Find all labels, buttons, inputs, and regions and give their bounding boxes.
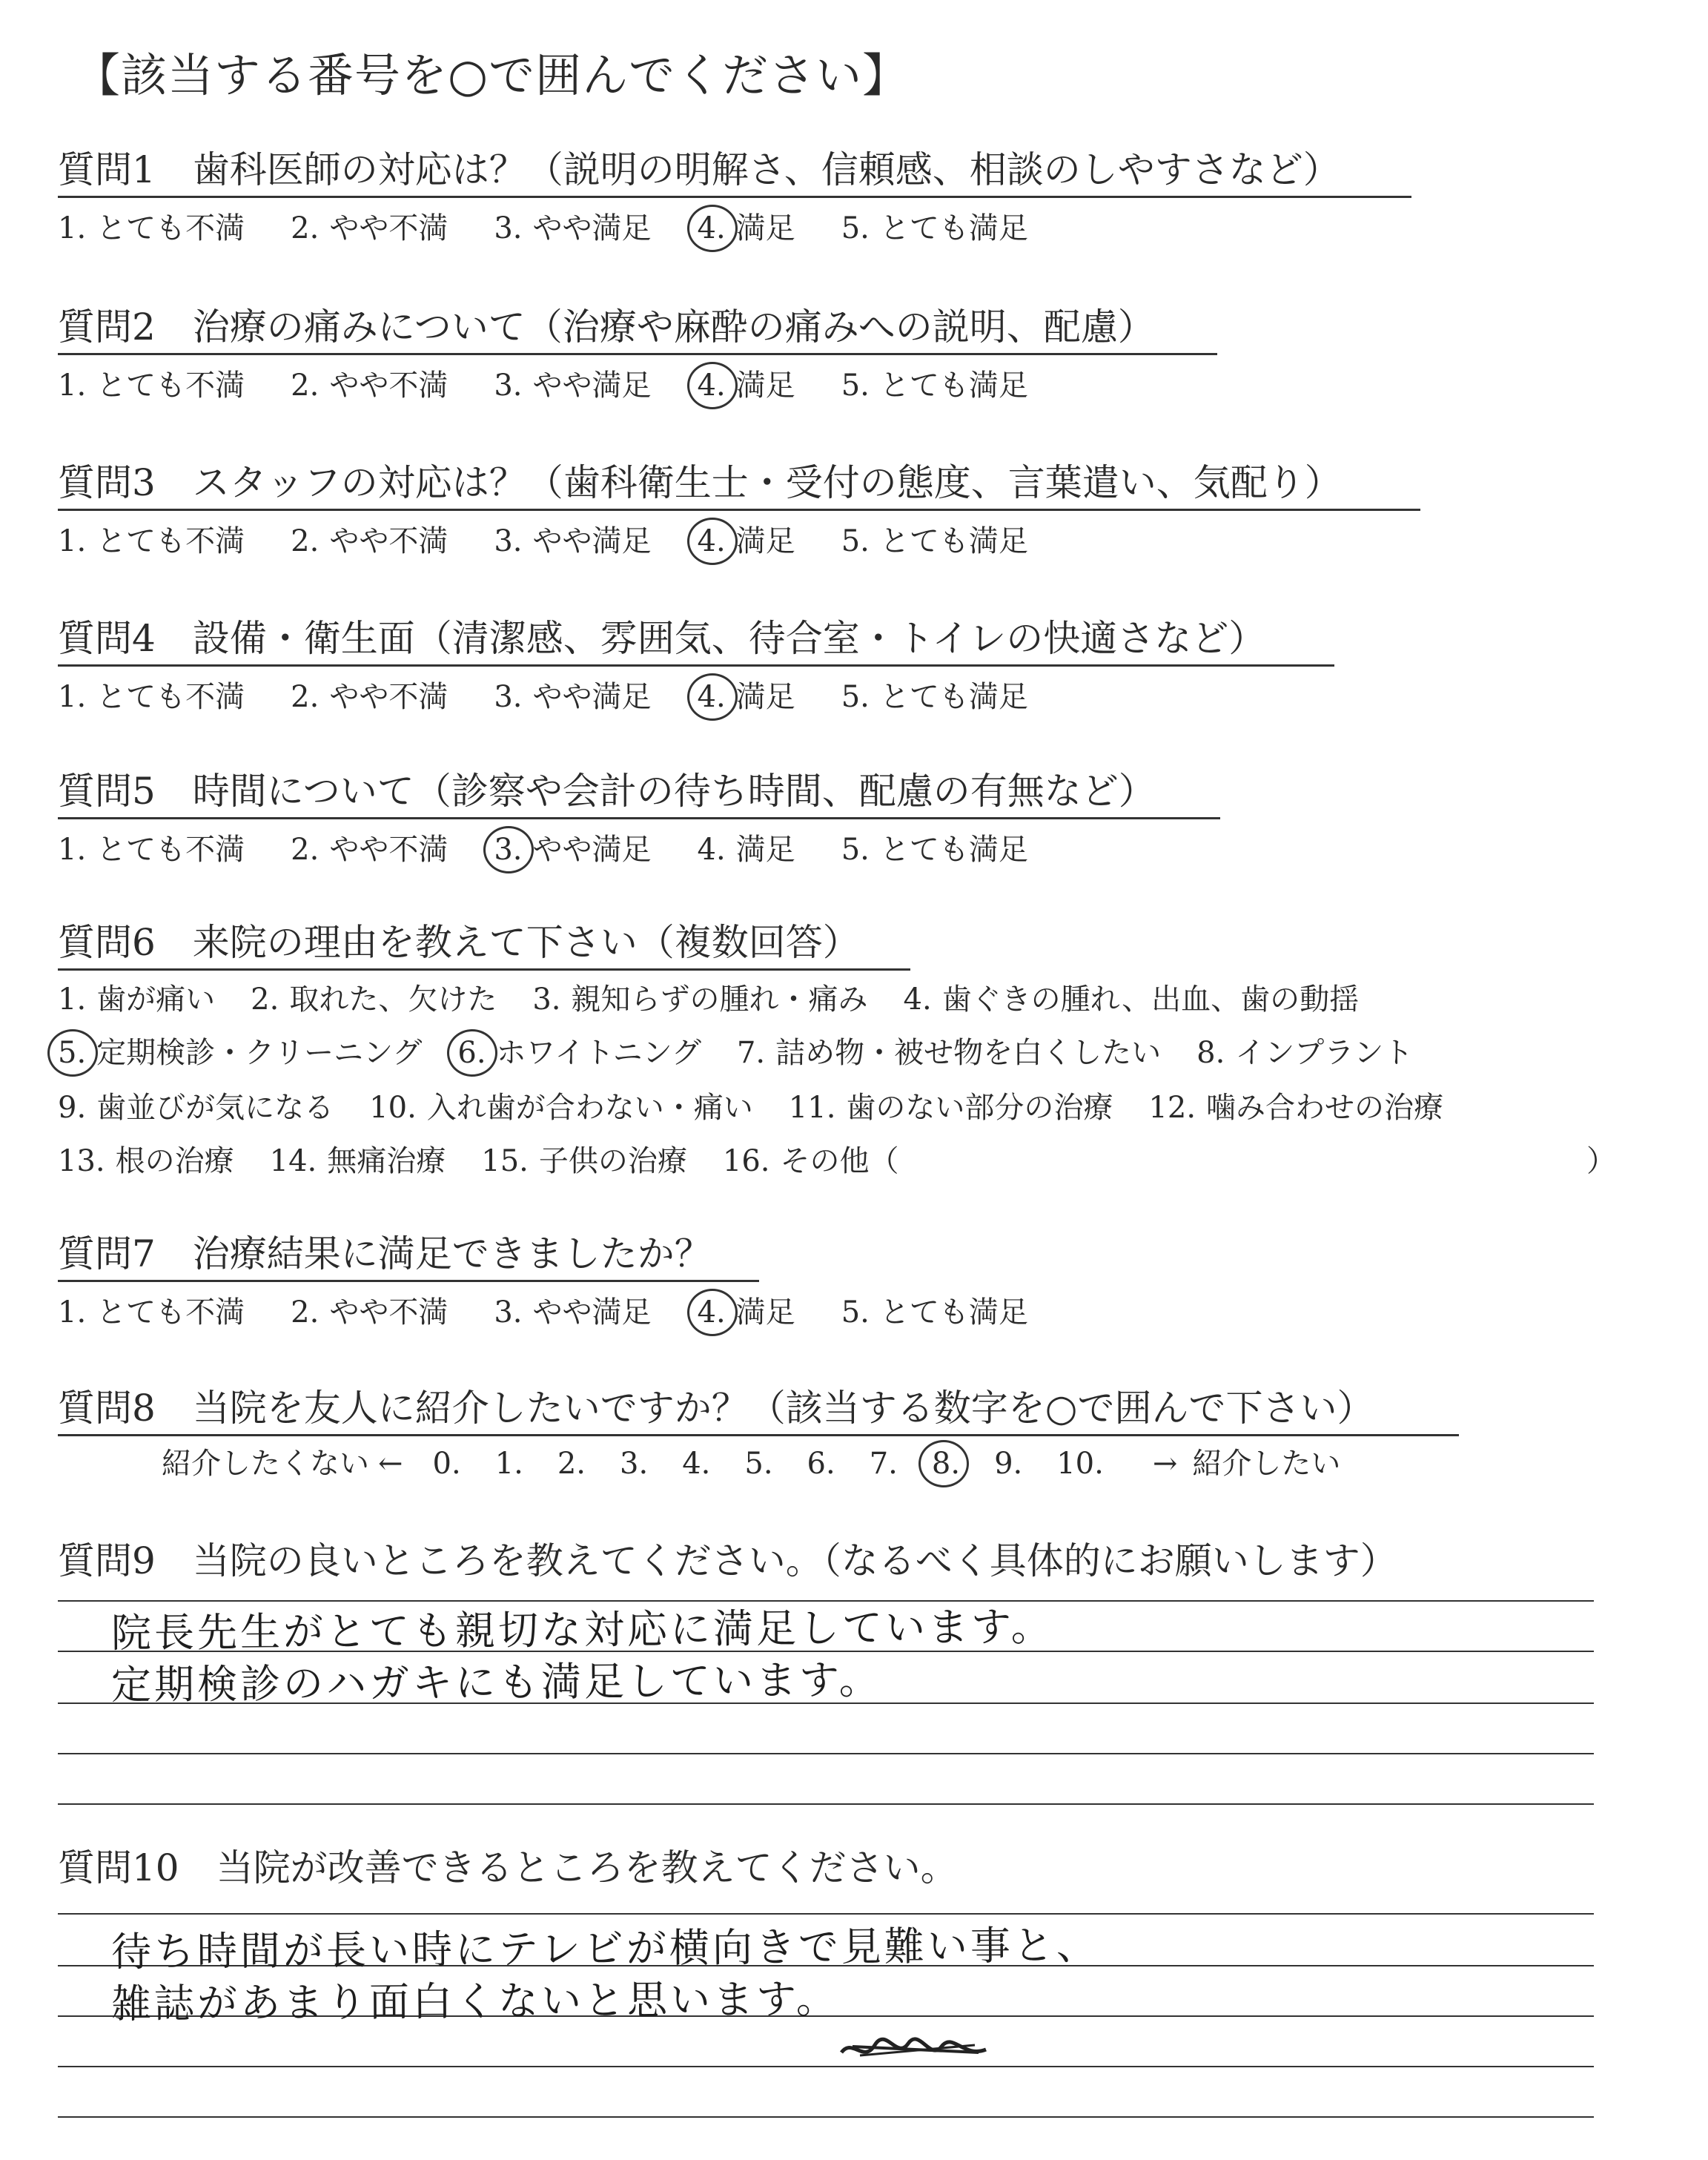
- q5-title: 質問5 時間について（診察や会計の待ち時間、配慮の有無など）: [58, 770, 1156, 813]
- option-label: 根の治療: [115, 1144, 234, 1178]
- option-number: 5.: [58, 1036, 87, 1070]
- q7-option-4[interactable]: [698, 1293, 795, 1332]
- option-number: 3.: [494, 1295, 523, 1330]
- option-number: 5.: [841, 1295, 870, 1330]
- option-number: 2.: [291, 680, 320, 714]
- option-number: 2.: [291, 833, 320, 867]
- q8-right-label: 紹介したい: [1192, 1447, 1341, 1481]
- option-number: 4.: [697, 833, 726, 867]
- left-arrow-icon: ←: [378, 1447, 403, 1481]
- q10-writing-line: [58, 2116, 1594, 2118]
- q3-option-5[interactable]: [841, 522, 1028, 561]
- q6-row3-option-1[interactable]: [58, 1142, 234, 1180]
- option-label: やや不満: [329, 833, 448, 867]
- q5-options: [58, 830, 1074, 869]
- q5-option-5[interactable]: [841, 830, 1028, 869]
- option-label: とても満足: [879, 680, 1028, 714]
- option-label: やや満足: [532, 369, 652, 403]
- option-number: 5.: [841, 524, 870, 558]
- q8-scale-item-4[interactable]: [682, 1444, 710, 1483]
- option-label: やや不満: [329, 524, 448, 558]
- q1-option-2[interactable]: [291, 209, 448, 248]
- option-label: とても不満: [96, 369, 245, 403]
- q10-answer-line-2: 雑誌があまり面白くないと思います。: [110, 1975, 839, 2027]
- option-label: とても不満: [96, 680, 245, 714]
- q6-row0-option-4[interactable]: [904, 980, 1360, 1019]
- option-label: 歯が痛い: [96, 982, 216, 1017]
- q8-scale-items: [433, 1447, 1138, 1481]
- scale-number: 8.: [931, 1447, 961, 1481]
- q10-writing-line: [58, 2066, 1594, 2067]
- q8-title: 質問8 当院を友人に紹介したいですか？（該当する数字を○で囲んで下さい）: [58, 1387, 1374, 1430]
- q3-options: [58, 522, 1074, 561]
- option-number: 10.: [369, 1091, 417, 1125]
- option-label: 親知らずの腫れ・痛み: [571, 982, 868, 1017]
- q4-option-2[interactable]: [291, 678, 448, 716]
- q4-option-4[interactable]: [698, 678, 795, 716]
- option-label: やや満足: [532, 1295, 652, 1330]
- option-label: とても満足: [879, 369, 1028, 403]
- option-number: 3.: [494, 369, 523, 403]
- q1-title: 質問1 歯科医師の対応は？（説明の明解さ、信頼感、相談のしやすさなど）: [58, 148, 1340, 191]
- option-number: 3.: [494, 211, 523, 245]
- q6-row3-option-4[interactable]: [723, 1142, 899, 1180]
- option-number: 1.: [58, 369, 87, 403]
- q6-row3-option-3[interactable]: [481, 1142, 687, 1180]
- option-number: 5.: [841, 833, 870, 867]
- q1-options: [58, 209, 1074, 248]
- scale-number: 7.: [869, 1447, 898, 1481]
- option-number: 5.: [841, 211, 870, 245]
- q8-scale-item-7[interactable]: [870, 1444, 898, 1483]
- page-header: 【該当する番号を○で囲んでください】: [74, 48, 910, 102]
- option-label: 入れ歯が合わない・痛い: [426, 1091, 753, 1125]
- option-label: 満足: [735, 524, 795, 558]
- q7-option-5[interactable]: [841, 1293, 1028, 1332]
- q4-options: [58, 678, 1074, 716]
- q6-row0-option-1[interactable]: [58, 980, 215, 1019]
- q1-option-1[interactable]: [58, 209, 245, 248]
- option-number: 1.: [58, 1295, 87, 1330]
- option-number: 4.: [903, 982, 932, 1017]
- q3-option-3[interactable]: [494, 522, 651, 561]
- q2-underline: [58, 353, 1217, 355]
- option-number: 4.: [697, 524, 726, 558]
- option-number: 1.: [58, 982, 87, 1017]
- option-number: 1.: [58, 524, 87, 558]
- option-number: 5.: [841, 680, 870, 714]
- option-number: 1.: [58, 833, 87, 867]
- q9-writing-line: [58, 1753, 1594, 1754]
- scale-number: 3.: [620, 1447, 649, 1481]
- option-number: 3.: [494, 680, 523, 714]
- q10-title: 質問10 当院が改善できるところを教えてください。: [58, 1846, 958, 1889]
- option-number: 3.: [494, 833, 523, 867]
- q8-left-label: 紹介したくない: [162, 1447, 369, 1481]
- q5-underline: [58, 817, 1220, 819]
- q9-answer-line-2: 定期検診のハガキにも満足しています。: [110, 1656, 882, 1708]
- q4-option-5[interactable]: [841, 678, 1028, 716]
- option-label: やや不満: [329, 1295, 448, 1330]
- q5-option-1[interactable]: [58, 830, 245, 869]
- q8-scale-item-1[interactable]: [495, 1444, 523, 1483]
- q6-row1-option-3[interactable]: [737, 1034, 1161, 1072]
- q6-row2-option-1[interactable]: [58, 1089, 334, 1127]
- option-number: 8.: [1196, 1036, 1225, 1070]
- scale-number: 0.: [432, 1447, 461, 1481]
- option-number: 9.: [58, 1091, 87, 1125]
- option-label: やや満足: [532, 524, 652, 558]
- option-number: 1.: [58, 680, 87, 714]
- q8-scale-item-10[interactable]: [1056, 1444, 1104, 1483]
- q9-title: 質問9 当院の良いところを教えてください。（なるべく具体的にお願いします）: [58, 1539, 1397, 1582]
- q8-scale-item-0[interactable]: [433, 1444, 461, 1483]
- option-number: 3.: [532, 982, 561, 1017]
- scale-number: 5.: [744, 1447, 773, 1481]
- q7-title: 質問7 治療結果に満足できましたか？: [58, 1232, 712, 1275]
- option-label: 満足: [735, 211, 795, 245]
- option-label: 満足: [735, 680, 795, 714]
- option-label: 子供の治療: [538, 1144, 687, 1178]
- option-number: 2.: [291, 1295, 320, 1330]
- q7-options: [58, 1293, 1074, 1332]
- q4-option-3[interactable]: [494, 678, 651, 716]
- q3-option-4[interactable]: [698, 522, 795, 561]
- q6-row3-option-2[interactable]: [270, 1142, 446, 1180]
- q6-row-1: [58, 980, 1394, 1019]
- q6-row1-option-1[interactable]: [58, 1034, 422, 1072]
- q6-other-close: ）: [1586, 1144, 1616, 1178]
- option-label: とても満足: [879, 833, 1028, 867]
- q6-row-2: [58, 1034, 1449, 1072]
- option-label: ホワイトニング: [496, 1036, 701, 1070]
- q1-option-3[interactable]: [494, 209, 651, 248]
- option-label: 無痛治療: [327, 1144, 446, 1178]
- scale-number: 10.: [1056, 1447, 1104, 1481]
- q8-scale-item-5[interactable]: [744, 1444, 772, 1483]
- q1-option-5[interactable]: [841, 209, 1028, 248]
- q6-row0-option-3[interactable]: [532, 980, 867, 1019]
- option-number: 4.: [697, 369, 726, 403]
- option-label: とても満足: [879, 524, 1028, 558]
- q7-underline: [58, 1280, 759, 1282]
- option-label: 定期検診・クリーニング: [96, 1036, 423, 1070]
- option-number: 15.: [481, 1144, 529, 1178]
- option-label: 満足: [735, 369, 795, 403]
- option-number: 1.: [58, 211, 87, 245]
- q3-option-2[interactable]: [291, 522, 448, 561]
- q2-options: [58, 366, 1074, 405]
- q5-option-2[interactable]: [291, 830, 448, 869]
- option-number: 2.: [291, 211, 320, 245]
- q6-row2-option-2[interactable]: [369, 1089, 753, 1127]
- q7-option-3[interactable]: [494, 1293, 651, 1332]
- q10-writing-line: [58, 1913, 1594, 1915]
- option-number: 11.: [788, 1091, 836, 1125]
- q4-underline: [58, 664, 1334, 667]
- option-label: 歯ぐきの腫れ、出血、歯の動揺: [941, 982, 1360, 1017]
- option-number: 13.: [58, 1144, 105, 1178]
- option-number: 6.: [457, 1036, 486, 1070]
- option-number: 2.: [291, 524, 320, 558]
- q6-row2-option-3[interactable]: [789, 1089, 1113, 1127]
- option-label: やや満足: [532, 211, 652, 245]
- option-label: やや不満: [329, 369, 448, 403]
- option-label: 歯のない部分の治療: [846, 1091, 1113, 1125]
- scale-number: 9.: [994, 1447, 1023, 1481]
- q3-option-1[interactable]: [58, 522, 245, 561]
- q6-row-3: [58, 1089, 1479, 1127]
- option-label: やや満足: [532, 680, 652, 714]
- q6-row1-option-4[interactable]: [1196, 1034, 1413, 1072]
- option-label: その他（: [780, 1144, 899, 1178]
- q3-title: 質問3 スタッフの対応は？（歯科衛生士・受付の態度、言葉遣い、気配り）: [58, 461, 1342, 504]
- q2-option-2[interactable]: [291, 366, 448, 405]
- q1-underline: [58, 196, 1411, 198]
- option-label: インプラント: [1235, 1036, 1414, 1070]
- option-label: 取れた、欠けた: [289, 982, 497, 1017]
- q9-answer-line-1: 院長先生がとても親切な対応に満足しています。: [110, 1603, 1054, 1657]
- q3-underline: [58, 509, 1420, 511]
- scale-number: 1.: [494, 1447, 523, 1481]
- option-label: とても満足: [879, 1295, 1028, 1330]
- q6-title: 質問6 来院の理由を教えて下さい（複数回答）: [58, 921, 860, 964]
- q6-row-4: [58, 1142, 935, 1180]
- option-number: 14.: [269, 1144, 317, 1178]
- option-label: とても不満: [96, 1295, 245, 1330]
- q1-option-4[interactable]: [698, 209, 795, 248]
- q4-option-1[interactable]: [58, 678, 245, 716]
- option-label: 噛み合わせの治療: [1206, 1091, 1444, 1125]
- q6-underline: [58, 968, 910, 971]
- option-label: 満足: [735, 1295, 795, 1330]
- q8-scale-item-9[interactable]: [994, 1444, 1022, 1483]
- q8-scale-item-8[interactable]: [932, 1444, 960, 1483]
- q8-scale-item-6[interactable]: [807, 1444, 835, 1483]
- option-number: 5.: [841, 369, 870, 403]
- scribble-strikeout: [838, 2030, 993, 2067]
- option-label: 詰め物・被せ物を白くしたい: [775, 1036, 1162, 1070]
- q2-option-3[interactable]: [494, 366, 651, 405]
- option-number: 2.: [291, 369, 320, 403]
- option-number: 7.: [736, 1036, 766, 1070]
- option-label: やや満足: [532, 833, 652, 867]
- q10-answer-line-1: 待ち時間が長い時にテレビが横向きで見難い事と、: [110, 1921, 1100, 1975]
- q6-row2-option-4[interactable]: [1148, 1089, 1443, 1127]
- option-label: とても満足: [879, 211, 1028, 245]
- q7-option-1[interactable]: [58, 1293, 245, 1332]
- scale-number: 4.: [682, 1447, 711, 1481]
- scale-number: 6.: [807, 1447, 835, 1481]
- option-number: 16.: [722, 1144, 770, 1178]
- option-number: 12.: [1148, 1091, 1196, 1125]
- q4-title: 質問4 設備・衛生面（清潔感、雰囲気、待合室・トイレの快適さなど）: [58, 617, 1266, 660]
- option-label: とても不満: [96, 833, 245, 867]
- q6-row1-option-2[interactable]: [457, 1034, 701, 1072]
- q8-underline: [58, 1434, 1459, 1436]
- option-number: 4.: [697, 211, 726, 245]
- option-number: 3.: [494, 524, 523, 558]
- option-label: やや不満: [329, 211, 448, 245]
- q2-option-5[interactable]: [841, 366, 1028, 405]
- scale-number: 2.: [557, 1447, 586, 1481]
- q8-scale-item-3[interactable]: [620, 1444, 648, 1483]
- q6-row0-option-2[interactable]: [251, 980, 497, 1019]
- option-label: とても不満: [96, 211, 245, 245]
- q8-scale-item-2[interactable]: [557, 1444, 586, 1483]
- option-number: 2.: [251, 982, 279, 1017]
- right-arrow-icon: →: [1152, 1447, 1178, 1481]
- option-label: やや不満: [329, 680, 448, 714]
- q8-scale: [162, 1444, 1340, 1483]
- q2-option-4[interactable]: [698, 366, 795, 405]
- option-label: 満足: [735, 833, 795, 867]
- option-number: 4.: [697, 680, 726, 714]
- q5-option-3[interactable]: [494, 830, 651, 869]
- q2-option-1[interactable]: [58, 366, 245, 405]
- option-number: 4.: [697, 1295, 726, 1330]
- q2-title: 質問2 治療の痛みについて（治療や麻酔の痛みへの説明、配慮）: [58, 305, 1155, 349]
- option-label: とても不満: [96, 524, 245, 558]
- q5-option-4[interactable]: [698, 830, 795, 869]
- q9-writing-line: [58, 1803, 1594, 1805]
- q7-option-2[interactable]: [291, 1293, 448, 1332]
- option-label: 歯並びが気になる: [96, 1091, 334, 1125]
